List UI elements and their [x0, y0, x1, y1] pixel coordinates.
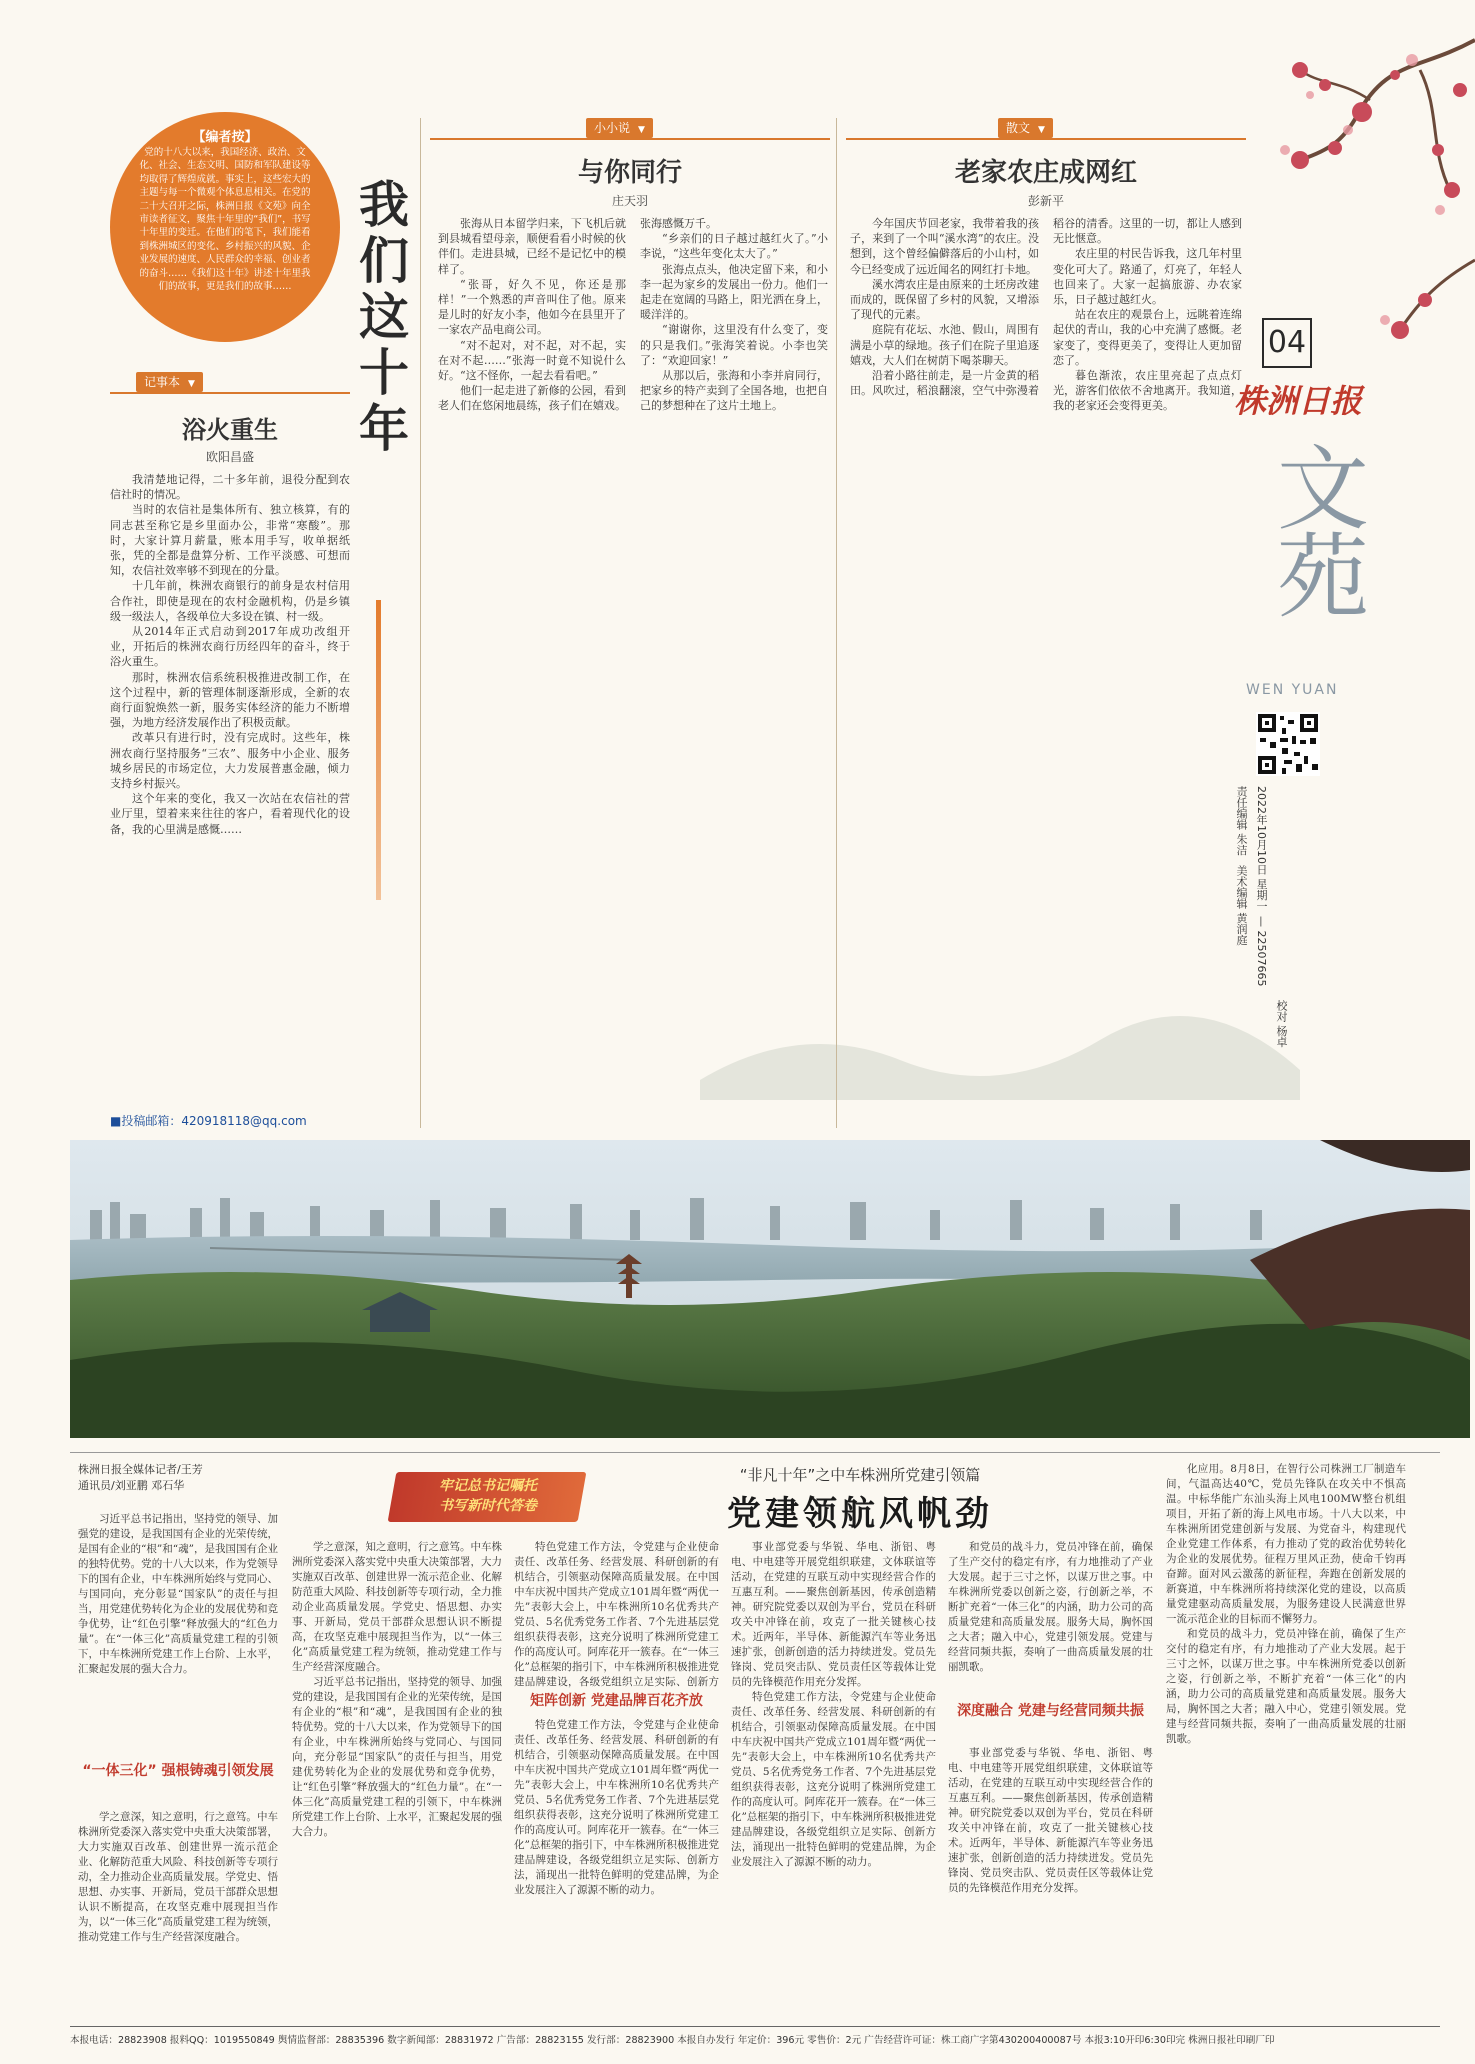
column-divider [836, 118, 837, 1128]
down-arrow-icon: ▼ [638, 125, 645, 135]
page-number: 04 [1262, 318, 1312, 368]
article2-paragraph: 张海点点头，他决定留下来，和小李一起为家乡的发展出一份力。他们一起走在宽阔的马路上，阳光洒在身上，暖洋洋的。 [640, 262, 828, 322]
bottom-col2 [292, 1540, 502, 2015]
article3-body [850, 216, 1242, 1116]
art-editor: 美术编辑 黄润庭 [1235, 865, 1248, 946]
bylines [78, 1462, 203, 1494]
proofreader: 校对 杨卓 [1275, 1000, 1288, 1048]
bottom-col4-text: 特色党建工作方法，令党建与企业使命责任、改革任务、经营发展、科研创新的有机结合，引领驱动保障高质量发展。在中国中车庆祝中国共产党成立101周年暨“两优一先”表彰大会上，中车株洲所10名优秀共产党员、5名优秀党务工作者、7个先进基层党组织获得表彰，这充分说明了株洲所党建工作的高度认可。阿库花开一簇春。在“一体三化”总框架的指引下，中车株洲所积极推进党建品牌建设，各级党组织立足实际、创新方法，涌现出一批特色鲜明的党建品牌，为企业发展注入了源源不断的动力。 [731, 1691, 936, 1868]
article2-paragraph: 从那以后，张海和小李并肩同行，把家乡的特产卖到了全国各地，也把自己的梦想种在了这片土地上。 [640, 369, 828, 413]
bottom-col5 [948, 1540, 1153, 1700]
editor-note-text: 党的十八大以来，我国经济、政治、文化、社会、生态文明、国防和军队建设等均取得了辉煌成就。事实上，这些宏大的主题与每一个微观个体息息相关。在党的二十大召开之际，株洲日报《文苑》向全市读者征文，聚焦十年里的“我们”，书写十年里的变迁。在他们的笔下，我们能看到株洲城区的变化、乡村振兴的风貌、企业发展的速度、人民群众的幸福、创业者的奋斗……《我们这十年》讲述十年里我们的故事，更是我们的故事…… [139, 147, 311, 293]
article1-paragraph: 从2014年正式启动到2017年成功改组开业，开拓后的株洲农商行历经四年的奋斗，终于浴火重生。 [110, 625, 350, 669]
bottom-col3b-text: 特色党建工作方法，令党建与企业使命责任、改革任务、经营发展、科研创新的有机结合，引领驱动保障高质量发展。在中国中车庆祝中国共产党成立101周年暨“两优一先”表彰大会上，中车株洲所10名优秀共产党员、5名优秀党务工作者、7个先进基层党组织获得表彰，这充分说明了株洲所党建工作的高度认可。阿库花开一簇春。在“一体三化”总框架的指引下，中车株洲所积极推进党建品牌建设，各级党组织立足实际、创新方法，涌现出一批特色鲜明的党建品牌，为企业发展注入了源源不断的动力。 [514, 1719, 719, 1896]
subhead-1-text: “一体三化” 强根铸魂引领发展 [82, 1763, 274, 1779]
bottom-col5b-text: 事业部党委与华锐、华电、浙铝、粤电、中电建等开展党组织联建，文体联谊等活动，在党建的互联互动中实现经营合作的互惠互利。——聚焦创新基因，传承创造精神。研究院党委以双创为平台，党员在科研攻关中冲锋在前，攻克了一批关键核心技术。近两年，半导体、新能源汽车等业务迅速扩张，创新创造的活力持续迸发。党员先锋岗、党员突击队、党员责任区等载体让党员的先锋模范作用充分发挥。 [948, 1747, 1153, 1894]
bottom-col2-text: 习近平总书记指出，坚持党的领导、加强党的建设，是我国国有企业的光荣传统，是国有企业的“根”和“魂”，是我国国有企业的独特优势。党的十八大以来，作为党领导下的国有企业，中车株洲所始终与党同心、与国同向，充分彰显“国家队”的责任与担当，用党建优势转化为企业的发展优势和竞争优势，让“红色引擎”释放强大的“红色力量”。在“一体三化”高质量党建工程的引领下，中车株洲所党建工作上台阶、上水平，汇聚起发展的强大合力。 [292, 1676, 502, 1838]
bottom-col1b [78, 1810, 278, 2015]
article1-paragraph: 改革只有进行时，没有完成时。这些年，株洲农商行坚持服务“三农”、服务中小企业、服务城乡居民的市场定位，大力发展普惠金融，倾力支持乡村振兴。 [110, 731, 350, 791]
section-pinyin: WEN YUAN [1246, 682, 1339, 698]
article-kicker: “非凡十年”之中车株洲所党建引领篇 [739, 1466, 981, 1484]
reporter-byline: 株洲日报全媒体记者/王芳 [78, 1463, 203, 1476]
issue-date: 2022年10月10日 星期一 [1255, 786, 1268, 912]
ribbon-line1: 牢记总书记嘱托 [439, 1478, 537, 1494]
article2-title: 与你同行 [577, 158, 682, 188]
article1-rule [110, 392, 350, 394]
article2-paragraph: “对不起对，对不起，对不起，实在对不起……”张海一时竟不知说什么好。“这不怪你，一起去看看吧。” [438, 338, 626, 383]
ribbon-line2: 书写新时代答卷 [439, 1498, 537, 1514]
bottom-col6-text: 和党员的战斗力，党员冲锋在前，确保了生产交付的稳定有序，有力地推动了产业大发展。起于三寸之怀，以谋万世之事。中车株洲所党委以创新之姿，行创新之举，不断扩充着“一体三化”的内涵，助力公司的高质量党建和高质量发展。服务大局，胸怀国之大者；融入中心，党建引领发展。党建与经营同频共振，奏响了一曲高质量发展的壮丽凯歌。 [1166, 1628, 1406, 1745]
article2-paragraph: 张海从日本留学归来，下飞机后就到县城看望母亲，顺便看看小时候的伙伴们。走进县城，已经不是记忆中的模样了。 [438, 217, 626, 276]
article3-title: 老家农庄成网红 [954, 158, 1137, 188]
article2-paragraph: “谢谢你，这里没有什么变了，变的只是我们。”张海笑着说。小李也笑了：“欢迎回家！” [640, 323, 828, 367]
bottom-col2-text: 学之意深，知之意明，行之意笃。中车株洲所党委深入落实党中央重大决策部署，大力实施双百改革、创建世界一流示范企业、化解防范重大风险、科技创新等专项行动，全力推动企业高质量发展。学党史、悟思想、办实事、开新局，党员干部群众思想认识不断提高，在攻坚克难中展现担当作为，以“一体三化”高质量党建工程为统领，推动党建工作与生产经营深度融合。 [292, 1541, 502, 1673]
section-divider [70, 1452, 1440, 1453]
article1-title: 浴火重生 [182, 416, 278, 444]
bottom-col1 [78, 1512, 278, 1757]
bottom-col6-text: 化应用。8月8日，在智行公司株洲工厂制造车间，气温高达40℃，党员先锋队在攻关中不惧高温。中标华能广东汕头海上风电100MW整台机组项目，开拓了新的海上风电市场。十八大以来，中车株洲所团党建创新与发展、为党奋斗，构建现代企业党建工作体系，有力推动了党的政治优势转化为企业的发展优势。征程万里风正劲，使命千钧再奋蹄。面对风云激荡的新征程，奔跑在创新发展的新赛道，中车株洲所将持续深化党的建设，以高质量党建驱动高质量发展，为服务建设人民满意世界一流示范企业的目标而不懈努力。 [1166, 1463, 1406, 1625]
email-label: ■投稿邮箱： [110, 1114, 182, 1128]
article3-paragraph: 溪水湾农庄是由原来的土坯房改建而成的，既保留了乡村的风貌，又增添了现代的元素。 [850, 277, 1039, 322]
article1-paragraph: 当时的农信社是集体所有、独立核算，有的同志甚至称它是乡里面办公，非常“寒酸”。那时，大家计算月薪量，账本用手写，收单据纸张，凭的全都是盘算分析、工作平淡感、可想而知，农信社效率够不到现在的分量。 [110, 503, 350, 578]
city-panorama-photo [70, 1140, 1470, 1438]
section-title: 文苑 [1262, 440, 1369, 616]
bottom-col4 [731, 1540, 936, 2015]
article3-rule [846, 138, 1246, 140]
bottom-col1-text: 习近平总书记指出，坚持党的领导、加强党的建设，是我国国有企业的光荣传统，是国有企业的“根”和“魂”，是我国国有企业的独特优势。党的十八大以来，作为党领导下的国有企业，中车株洲所始终与党同心、与国同向，充分彰显“国家队”的责任与担当，用党建优势转化为企业的发展优势和竞争优势，让“红色引擎”释放强大的“红色力量”。在“一体三化”高质量党建工程的引领下，中车株洲所党建工作上台阶、上水平，汇聚起发展的强大合力。 [78, 1513, 278, 1675]
title-accent-bar [376, 600, 381, 900]
email-address[interactable]: 420918118@qq.com [181, 1114, 307, 1128]
article2-tag [586, 118, 653, 138]
subhead-2 [514, 1692, 719, 1710]
subhead-1 [78, 1762, 278, 1780]
bottom-col3 [514, 1540, 719, 1690]
article3-tag-label: 散文 [1006, 121, 1031, 135]
issue-info [1234, 786, 1248, 1116]
bottom-col5-text: 和党员的战斗力，党员冲锋在前，确保了生产交付的稳定有序，有力地推动了产业大发展。起于三寸之怀，以谋万世之事。中车株洲所党委以创新之姿，行创新之举，不断扩充着“一体三化”的内涵，助力公司的高质量党建和高质量发展。服务大局，胸怀国之大者；融入中心，党建引领发展。党建与经营同频共振，奏响了一曲高质量发展的壮丽凯歌。 [948, 1541, 1153, 1673]
issue-phone: 22507665 [1255, 930, 1268, 987]
subhead-2-text: 矩阵创新 党建品牌百花齐放 [530, 1693, 703, 1709]
bottom-col5b [948, 1746, 1153, 2016]
issue-date-block [1254, 786, 1268, 1116]
article2-paragraph: “张哥，好久不见，你还是那样！”一个熟悉的声音叫住了他。原来是儿时的好友小李，他如今在县里开了一家农产品电商公司。 [438, 277, 626, 337]
editor-note-box [110, 112, 340, 342]
footer-rule [70, 2026, 1440, 2027]
article3-paragraph: 站在农庄的观景台上，远眺着连绵起伏的青山，我的心中充满了感慨。老家变了，变得更美了，变得让人更加留恋了。 [1053, 308, 1242, 367]
article2-body [438, 216, 828, 1116]
subhead-3 [948, 1702, 1153, 1720]
article-headline: 党建领航风帆劲 [727, 1494, 993, 1534]
editor-note-label: 【编者按】 [192, 130, 258, 145]
column-divider [420, 118, 421, 1128]
article1-body [110, 472, 350, 1104]
article1-tag-label: 记事本 [144, 375, 181, 389]
qr-code[interactable] [1256, 712, 1320, 776]
responsible-editor: 责任编辑 朱洁 [1235, 786, 1248, 856]
down-arrow-icon: ▼ [188, 379, 195, 389]
bottom-col3b [514, 1718, 719, 2015]
article3-paragraph: 庭院有花坛、水池、假山，周围有满是小草的绿地。孩子们在院子里追逐嬉戏，大人们在树荫下喝茶聊天。 [850, 323, 1039, 367]
plum-blossom-illustration [1280, 40, 1475, 339]
article2-tag-label: 小小说 [594, 121, 631, 135]
article3-paragraph: 农庄里的村民告诉我，这几年村里变化可大了。路通了，灯亮了，年轻人也回来了。大家一起搞旅游、办农家乐，日子越过越红火。 [1053, 247, 1242, 307]
vertical-feature-title: 我们这十年 [351, 178, 409, 458]
article3-author: 彭新平 [1027, 194, 1064, 208]
separator: — [1255, 915, 1268, 927]
article2-author: 庄天羽 [611, 194, 648, 208]
bottom-col1b-text: 学之意深，知之意明，行之意笃。中车株洲所党委深入落实党中央重大决策部署，大力实施双百改革、创建世界一流示范企业、化解防范重大风险、科技创新等专项行动，全力推动企业高质量发展。学党史、悟思想、办实事、开新局，党员干部群众思想认识不断提高，在攻坚克难中展现担当作为，以“一体三化”高质量党建工程为统领，推动党建工作与生产经营深度融合。 [78, 1811, 278, 1943]
article1-paragraph: 那时，株洲农信系统积极推进改制工作，在这个过程中，新的管理体制逐渐形成，全新的农商行面貌焕然一新，服务实体经济的能力不断增强，为地方经济发展作出了积极贡献。 [110, 670, 350, 730]
bottom-col4-text: 事业部党委与华锐、华电、浙铝、粤电、中电建等开展党组织联建，文体联谊等活动，在党建的互联互动中实现经营合作的互惠互利。——聚焦创新基因，传承创造精神。研究院党委以双创为平台，党员在科研攻关中冲锋在前，攻克了一批关键核心技术。近两年，半导体、新能源汽车等业务迅速扩张，创新创造的活力持续迸发。党员先锋岗、党员突击队、党员责任区等载体让党员的先锋模范作用充分发挥。 [731, 1541, 936, 1688]
article1-tag [136, 372, 203, 392]
article1-paragraph: 我清楚地记得，二十多年前，退役分配到农信社时的情况。 [110, 473, 350, 502]
correspondent-byline: 通讯员/刘亚鹏 邓石华 [78, 1479, 185, 1492]
article3-paragraph: 沿着小路往前走，是一片金黄的稻田。风吹过，稻浪翻滚，空气中弥漫着稻谷的清香。这里的一切，都让人感到无比惬意。 [850, 217, 1242, 398]
article3-tag [998, 118, 1053, 138]
article1-author: 欧阳昌盛 [205, 450, 254, 464]
subhead-3-text: 深度融合 党建与经营同频共振 [957, 1703, 1144, 1719]
article3-paragraph: 今年国庆节回老家，我带着我的孩子，来到了一个叫“溪水湾”的农庄。没想到，这个曾经偏僻落后的小山村，如今已经变成了远近闻名的网红打卡地。 [850, 217, 1039, 276]
footer-info: 本报电话：28823908 报料QQ：1019550849 舆情监督部：28835396 数字新闻部：28831972 广告部：28823155 发行部：28823900 本报自办发行 年定价：396元 零售价：2元 广告经营许可证：株工商广字第430200400087号 本报3:10开印6:30印完 株洲日报社印刷厂印 [70, 2035, 1275, 2046]
article3-paragraph: 暮色渐浓，农庄里亮起了点点灯光，游客们依依不舍地离开。我知道，我的老家还会变得更美。 [1053, 369, 1242, 413]
ribbon-text [398, 1476, 578, 1516]
submission-email[interactable] [110, 1112, 307, 1129]
article1-paragraph: 十几年前，株洲农商银行的前身是农村信用合作社，即使是现在的农村金融机构，仍是乡镇级一级法人，各级单位大多设在镇、村一级。 [110, 579, 350, 623]
bottom-col6 [1166, 1462, 1406, 2015]
paper-name-logo: 株洲日报 [1234, 382, 1363, 420]
down-arrow-icon: ▼ [1038, 125, 1045, 135]
article2-paragraph: 他们一起走进了新修的公园，看到老人们在悠闲地晨练，孩子们在嬉戏。张海感慨万千。 [438, 217, 717, 413]
article2-rule [430, 138, 830, 140]
bottom-col3-text: 特色党建工作方法，令党建与企业使命责任、改革任务、经营发展、科研创新的有机结合，引领驱动保障高质量发展。在中国中车庆祝中国共产党成立101周年暨“两优一先”表彰大会上，中车株洲所10名优秀共产党员、5名优秀党务工作者、7个先进基层党组织获得表彰，这充分说明了株洲所党建工作的高度认可。阿库花开一簇春。在“一体三化”总框架的指引下，中车株洲所积极推进党建品牌建设，各级党组织立足实际、创新方 [514, 1541, 719, 1688]
article2-paragraph: “乡亲们的日子越过越红火了。”小李说，“这些年变化太大了。” [640, 232, 828, 261]
article1-paragraph: 这个年来的变化，我又一次站在农信社的营业厅里，望着来来往往的客户，看着现代化的设备，我的心里满是感慨…… [110, 792, 350, 836]
